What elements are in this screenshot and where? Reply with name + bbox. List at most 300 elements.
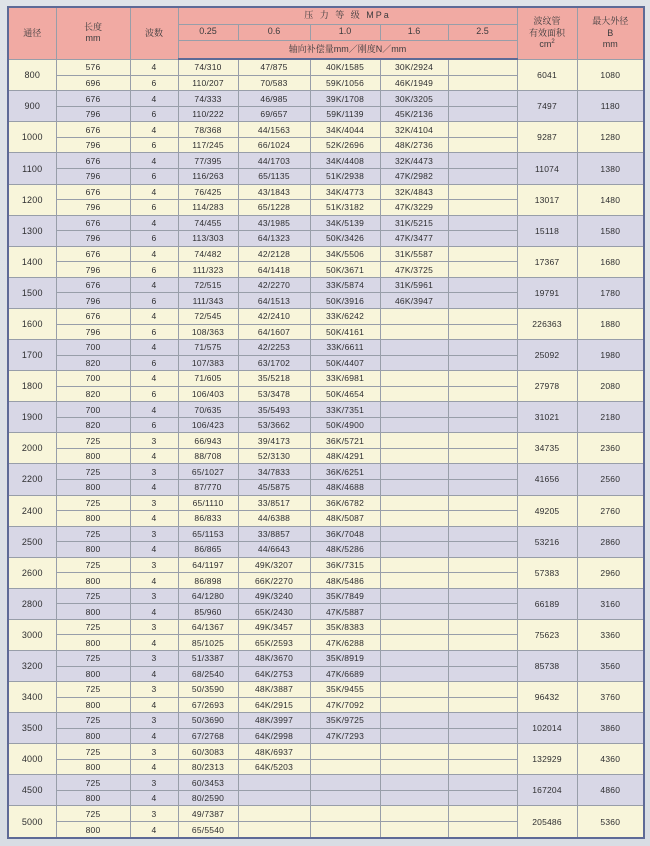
length-cell: 800 xyxy=(56,666,130,682)
pressure-0.6-cell: 70/583 xyxy=(238,75,310,91)
pressure-2.5-cell xyxy=(448,106,517,122)
pressure-0.25-cell: 65/1110 xyxy=(178,495,238,511)
pressure-0.6-cell: 48K/3997 xyxy=(238,713,310,729)
pressure-0.6-cell xyxy=(238,775,310,791)
pressure-1.6-cell xyxy=(380,635,448,651)
length-cell: 676 xyxy=(56,91,130,107)
header-pressure-grade xyxy=(178,7,517,24)
pressure-1.0-cell: 39K/1708 xyxy=(310,91,380,107)
diameter-cell: 1700 xyxy=(8,340,56,371)
pressure-0.6-cell: 64K/2915 xyxy=(238,697,310,713)
pressure-0.6-cell: 52/3130 xyxy=(238,448,310,464)
pressure-0.6-cell: 49K/3240 xyxy=(238,588,310,604)
pressure-1.0-cell: 36K/6251 xyxy=(310,464,380,480)
pressure-2.5-cell xyxy=(448,386,517,402)
pressure-0.6-cell: 49K/3207 xyxy=(238,557,310,573)
diameter-cell: 1600 xyxy=(8,308,56,339)
wave-count-cell: 4 xyxy=(130,153,178,169)
length-cell: 700 xyxy=(56,340,130,356)
diameter-cell: 1800 xyxy=(8,371,56,402)
length-cell: 796 xyxy=(56,200,130,216)
table-header xyxy=(8,7,644,59)
diameter-cell: 1100 xyxy=(8,153,56,184)
pressure-0.6-cell: 64/1323 xyxy=(238,231,310,247)
wave-count-cell: 4 xyxy=(130,277,178,293)
table-row xyxy=(8,713,644,729)
pressure-2.5-cell xyxy=(448,588,517,604)
pressure-0.6-cell: 48K/6937 xyxy=(238,744,310,760)
table-row xyxy=(8,215,644,231)
wave-count-cell: 3 xyxy=(130,650,178,666)
pressure-0.25-cell: 106/423 xyxy=(178,417,238,433)
effective-area-cell: 96432 xyxy=(517,682,577,713)
pressure-0.25-cell: 110/207 xyxy=(178,75,238,91)
pressure-2.5-cell xyxy=(448,184,517,200)
max-od-cell: 2360 xyxy=(577,433,644,464)
header-pressure-1.6: 1.6 xyxy=(380,24,448,40)
pressure-1.0-cell: 51K/3182 xyxy=(310,200,380,216)
max-od-cell: 1380 xyxy=(577,153,644,184)
pressure-2.5-cell xyxy=(448,775,517,791)
pressure-1.6-cell xyxy=(380,713,448,729)
wave-count-cell: 4 xyxy=(130,308,178,324)
pressure-1.0-cell: 36K/6782 xyxy=(310,495,380,511)
pressure-1.6-cell: 32K/4104 xyxy=(380,122,448,138)
pressure-2.5-cell xyxy=(448,433,517,449)
length-cell: 725 xyxy=(56,775,130,791)
header-max-od xyxy=(577,7,644,59)
wave-count-cell: 6 xyxy=(130,417,178,433)
pressure-0.25-cell: 74/455 xyxy=(178,215,238,231)
pressure-2.5-cell xyxy=(448,697,517,713)
pressure-0.6-cell: 64/1513 xyxy=(238,293,310,309)
pressure-2.5-cell xyxy=(448,542,517,558)
pressure-2.5-cell xyxy=(448,495,517,511)
pressure-0.6-cell: 48K/3887 xyxy=(238,682,310,698)
pressure-2.5-cell xyxy=(448,526,517,542)
diameter-cell: 3400 xyxy=(8,682,56,713)
max-od-cell: 3160 xyxy=(577,588,644,619)
pressure-0.25-cell: 106/403 xyxy=(178,386,238,402)
length-cell: 800 xyxy=(56,542,130,558)
pressure-1.6-cell: 31K/5587 xyxy=(380,246,448,262)
table-row xyxy=(8,246,644,262)
pressure-1.0-cell xyxy=(310,759,380,775)
pressure-0.25-cell: 88/708 xyxy=(178,448,238,464)
header-wave-count-label: 波数 xyxy=(144,27,163,38)
diameter-cell: 5000 xyxy=(8,806,56,838)
wave-count-cell: 4 xyxy=(130,728,178,744)
pressure-0.25-cell: 87/770 xyxy=(178,479,238,495)
length-cell: 725 xyxy=(56,464,130,480)
pressure-2.5-cell xyxy=(448,137,517,153)
pressure-1.0-cell: 47K/7092 xyxy=(310,697,380,713)
pressure-2.5-cell xyxy=(448,682,517,698)
length-cell: 725 xyxy=(56,588,130,604)
pressure-2.5-cell xyxy=(448,277,517,293)
wave-count-cell: 6 xyxy=(130,106,178,122)
header-row-1 xyxy=(8,7,644,24)
pressure-0.6-cell: 64K/2998 xyxy=(238,728,310,744)
max-od-cell: 1080 xyxy=(577,59,644,91)
length-cell: 796 xyxy=(56,169,130,185)
length-cell: 800 xyxy=(56,790,130,806)
pressure-1.6-cell xyxy=(380,324,448,340)
pressure-0.25-cell: 111/323 xyxy=(178,262,238,278)
header-diameter xyxy=(8,7,56,59)
wave-count-cell: 6 xyxy=(130,137,178,153)
table-row xyxy=(8,184,644,200)
pressure-1.6-cell xyxy=(380,775,448,791)
pressure-1.6-cell xyxy=(380,682,448,698)
pressure-2.5-cell xyxy=(448,573,517,589)
wave-count-cell: 4 xyxy=(130,371,178,387)
length-cell: 725 xyxy=(56,619,130,635)
wave-count-cell: 4 xyxy=(130,91,178,107)
pressure-0.25-cell: 78/368 xyxy=(178,122,238,138)
pressure-1.6-cell xyxy=(380,371,448,387)
max-od-cell: 3760 xyxy=(577,682,644,713)
length-cell: 800 xyxy=(56,759,130,775)
pressure-2.5-cell xyxy=(448,371,517,387)
pressure-1.6-cell: 47K/3229 xyxy=(380,200,448,216)
pressure-0.25-cell: 64/1280 xyxy=(178,588,238,604)
header-length-label: 长度 xyxy=(83,22,102,32)
pressure-2.5-cell xyxy=(448,713,517,729)
length-cell: 796 xyxy=(56,106,130,122)
pressure-1.6-cell: 30K/2924 xyxy=(380,59,448,75)
pressure-2.5-cell xyxy=(448,604,517,620)
length-cell: 800 xyxy=(56,697,130,713)
pressure-0.25-cell: 72/545 xyxy=(178,308,238,324)
max-od-cell: 4360 xyxy=(577,744,644,775)
wave-count-cell: 4 xyxy=(130,822,178,839)
table-row xyxy=(8,402,644,418)
table-row xyxy=(8,59,644,75)
pressure-0.25-cell: 86/898 xyxy=(178,573,238,589)
header-pressure-1.0: 1.0 xyxy=(310,24,380,40)
pressure-0.25-cell: 74/482 xyxy=(178,246,238,262)
diameter-cell: 1500 xyxy=(8,277,56,308)
pressure-0.25-cell: 110/222 xyxy=(178,106,238,122)
table-row xyxy=(8,308,644,324)
wave-count-cell: 3 xyxy=(130,495,178,511)
max-od-cell: 1580 xyxy=(577,215,644,246)
length-cell: 796 xyxy=(56,324,130,340)
pressure-1.6-cell xyxy=(380,417,448,433)
wave-count-cell: 4 xyxy=(130,666,178,682)
pressure-2.5-cell xyxy=(448,744,517,760)
wave-count-cell: 4 xyxy=(130,604,178,620)
wave-count-cell: 4 xyxy=(130,184,178,200)
table-row xyxy=(8,806,644,822)
length-cell: 676 xyxy=(56,277,130,293)
pressure-0.6-cell xyxy=(238,822,310,839)
effective-area-cell: 25092 xyxy=(517,340,577,371)
pressure-0.6-cell: 65K/2593 xyxy=(238,635,310,651)
pressure-2.5-cell xyxy=(448,822,517,839)
pressure-2.5-cell xyxy=(448,759,517,775)
table-row xyxy=(8,153,644,169)
pressure-2.5-cell xyxy=(448,308,517,324)
pressure-1.0-cell xyxy=(310,790,380,806)
pressure-1.6-cell xyxy=(380,697,448,713)
pressure-1.6-cell xyxy=(380,386,448,402)
pressure-0.6-cell: 64/1418 xyxy=(238,262,310,278)
wave-count-cell: 3 xyxy=(130,682,178,698)
length-cell: 576 xyxy=(56,59,130,75)
pressure-1.6-cell: 32K/4473 xyxy=(380,153,448,169)
diameter-cell: 1400 xyxy=(8,246,56,277)
pressure-0.6-cell xyxy=(238,790,310,806)
pressure-0.25-cell: 85/1025 xyxy=(178,635,238,651)
table-body xyxy=(8,59,644,838)
max-od-cell: 2560 xyxy=(577,464,644,495)
max-od-cell: 1280 xyxy=(577,122,644,153)
pressure-1.6-cell: 47K/2982 xyxy=(380,169,448,185)
wave-count-cell: 4 xyxy=(130,759,178,775)
max-od-cell: 1180 xyxy=(577,91,644,122)
wave-count-cell: 4 xyxy=(130,542,178,558)
wave-count-cell: 4 xyxy=(130,511,178,527)
diameter-cell: 1200 xyxy=(8,184,56,215)
pressure-2.5-cell xyxy=(448,666,517,682)
pressure-1.6-cell: 45K/2136 xyxy=(380,106,448,122)
length-cell: 820 xyxy=(56,417,130,433)
header-max-od-symbol: B xyxy=(607,27,614,38)
length-cell: 725 xyxy=(56,713,130,729)
length-cell: 725 xyxy=(56,806,130,822)
pressure-1.6-cell: 46K/1949 xyxy=(380,75,448,91)
pressure-0.25-cell: 51/3387 xyxy=(178,650,238,666)
wave-count-cell: 4 xyxy=(130,246,178,262)
length-cell: 700 xyxy=(56,371,130,387)
wave-count-cell: 3 xyxy=(130,744,178,760)
pressure-1.0-cell: 50K/4654 xyxy=(310,386,380,402)
pressure-1.0-cell: 59K/1056 xyxy=(310,75,380,91)
pressure-0.6-cell: 53/3478 xyxy=(238,386,310,402)
pressure-1.0-cell: 34K/5139 xyxy=(310,215,380,231)
wave-count-cell: 3 xyxy=(130,526,178,542)
pressure-1.0-cell: 34K/5506 xyxy=(310,246,380,262)
wave-count-cell: 3 xyxy=(130,713,178,729)
pressure-1.0-cell: 50K/4161 xyxy=(310,324,380,340)
pressure-1.6-cell xyxy=(380,308,448,324)
wave-count-cell: 4 xyxy=(130,122,178,138)
diameter-cell: 3000 xyxy=(8,619,56,650)
pressure-2.5-cell xyxy=(448,417,517,433)
pressure-1.6-cell xyxy=(380,822,448,839)
pressure-0.25-cell: 116/263 xyxy=(178,169,238,185)
diameter-cell: 3500 xyxy=(8,713,56,744)
pressure-1.6-cell xyxy=(380,619,448,635)
length-cell: 725 xyxy=(56,650,130,666)
header-diameter-label: 通径 xyxy=(23,27,42,38)
pressure-1.0-cell: 50K/4407 xyxy=(310,355,380,371)
wave-count-cell: 6 xyxy=(130,262,178,278)
diameter-cell: 2000 xyxy=(8,433,56,464)
header-axial-compensation-label: 轴向补偿量mm／刚度N／mm xyxy=(288,43,407,54)
effective-area-cell: 15118 xyxy=(517,215,577,246)
length-cell: 800 xyxy=(56,604,130,620)
length-cell: 725 xyxy=(56,744,130,760)
pressure-2.5-cell xyxy=(448,169,517,185)
length-cell: 725 xyxy=(56,526,130,542)
pressure-0.6-cell xyxy=(238,806,310,822)
pressure-0.25-cell: 77/395 xyxy=(178,153,238,169)
pressure-1.6-cell xyxy=(380,650,448,666)
pressure-2.5-cell xyxy=(448,448,517,464)
pressure-1.0-cell: 34K/4044 xyxy=(310,122,380,138)
length-cell: 676 xyxy=(56,215,130,231)
effective-area-cell: 167204 xyxy=(517,775,577,806)
diameter-cell: 2600 xyxy=(8,557,56,588)
header-pressure-0.6: 0.6 xyxy=(238,24,310,40)
pressure-1.6-cell xyxy=(380,495,448,511)
pressure-1.0-cell: 52K/2696 xyxy=(310,137,380,153)
table-row xyxy=(8,340,644,356)
pressure-0.6-cell: 47/875 xyxy=(238,59,310,75)
pressure-0.6-cell: 63/1702 xyxy=(238,355,310,371)
table-row xyxy=(8,464,644,480)
pressure-1.0-cell: 47K/6288 xyxy=(310,635,380,651)
effective-area-cell: 13017 xyxy=(517,184,577,215)
pressure-1.6-cell: 47K/3725 xyxy=(380,262,448,278)
wave-count-cell: 6 xyxy=(130,169,178,185)
pressure-0.6-cell: 44/1563 xyxy=(238,122,310,138)
pressure-1.6-cell: 32K/4843 xyxy=(380,184,448,200)
pressure-2.5-cell xyxy=(448,59,517,75)
length-cell: 696 xyxy=(56,75,130,91)
effective-area-cell: 57383 xyxy=(517,557,577,588)
table-row xyxy=(8,122,644,138)
diameter-cell: 1300 xyxy=(8,215,56,246)
wave-count-cell: 3 xyxy=(130,806,178,822)
header-pressure-2.5: 2.5 xyxy=(448,24,517,40)
wave-count-cell: 6 xyxy=(130,293,178,309)
max-od-cell: 2960 xyxy=(577,557,644,588)
pressure-0.25-cell: 68/2540 xyxy=(178,666,238,682)
pressure-0.6-cell: 42/2410 xyxy=(238,308,310,324)
pressure-1.6-cell xyxy=(380,448,448,464)
max-od-cell: 2080 xyxy=(577,371,644,402)
pressure-1.6-cell xyxy=(380,479,448,495)
pressure-0.25-cell: 111/343 xyxy=(178,293,238,309)
pressure-0.6-cell: 44/1703 xyxy=(238,153,310,169)
table-row xyxy=(8,371,644,387)
pressure-1.0-cell: 50K/3426 xyxy=(310,231,380,247)
header-length-unit: mm xyxy=(85,33,101,44)
pressure-2.5-cell xyxy=(448,324,517,340)
pressure-0.25-cell: 60/3453 xyxy=(178,775,238,791)
pressure-2.5-cell xyxy=(448,153,517,169)
effective-area-cell: 9287 xyxy=(517,122,577,153)
pressure-0.25-cell: 65/5540 xyxy=(178,822,238,839)
effective-area-cell: 53216 xyxy=(517,526,577,557)
table-row xyxy=(8,433,644,449)
pressure-2.5-cell xyxy=(448,619,517,635)
pressure-1.0-cell: 34K/4773 xyxy=(310,184,380,200)
effective-area-cell: 85738 xyxy=(517,650,577,681)
wave-count-cell: 3 xyxy=(130,588,178,604)
pressure-1.0-cell: 48K/4291 xyxy=(310,448,380,464)
pressure-0.25-cell: 64/1197 xyxy=(178,557,238,573)
pressure-0.25-cell: 107/383 xyxy=(178,355,238,371)
max-od-cell: 4860 xyxy=(577,775,644,806)
pressure-2.5-cell xyxy=(448,355,517,371)
diameter-cell: 2400 xyxy=(8,495,56,526)
effective-area-cell: 66189 xyxy=(517,588,577,619)
length-cell: 800 xyxy=(56,479,130,495)
pressure-0.6-cell: 35/5218 xyxy=(238,371,310,387)
header-max-od-unit: mm xyxy=(602,38,618,49)
header-effective-area xyxy=(517,7,577,59)
length-cell: 800 xyxy=(56,573,130,589)
pressure-1.0-cell: 36K/5721 xyxy=(310,433,380,449)
length-cell: 796 xyxy=(56,231,130,247)
pressure-2.5-cell xyxy=(448,728,517,744)
pressure-1.0-cell: 50K/3671 xyxy=(310,262,380,278)
pressure-2.5-cell xyxy=(448,262,517,278)
length-cell: 800 xyxy=(56,822,130,839)
pressure-0.6-cell: 44/6388 xyxy=(238,511,310,527)
header-max-od-l1: 最大外径 xyxy=(592,16,629,27)
header-pressure-0.25: 0.25 xyxy=(178,24,238,40)
effective-area-cell: 6041 xyxy=(517,59,577,91)
pressure-0.25-cell: 76/425 xyxy=(178,184,238,200)
length-cell: 676 xyxy=(56,184,130,200)
length-cell: 725 xyxy=(56,557,130,573)
pressure-0.25-cell: 71/575 xyxy=(178,340,238,356)
wave-count-cell: 3 xyxy=(130,775,178,791)
length-cell: 800 xyxy=(56,511,130,527)
wave-count-cell: 4 xyxy=(130,215,178,231)
pressure-1.0-cell: 36K/7048 xyxy=(310,526,380,542)
pressure-2.5-cell xyxy=(448,650,517,666)
effective-area-cell: 226363 xyxy=(517,308,577,339)
pressure-1.0-cell: 47K/6689 xyxy=(310,666,380,682)
wave-count-cell: 3 xyxy=(130,433,178,449)
header-pressure-grade-label: 压 力 等 级 MPa xyxy=(304,10,391,21)
pressure-2.5-cell xyxy=(448,215,517,231)
length-cell: 676 xyxy=(56,246,130,262)
diameter-cell: 2200 xyxy=(8,464,56,495)
length-cell: 676 xyxy=(56,122,130,138)
pressure-2.5-cell xyxy=(448,340,517,356)
pressure-0.6-cell: 66/1024 xyxy=(238,137,310,153)
pressure-1.0-cell xyxy=(310,822,380,839)
header-length xyxy=(56,7,130,59)
pressure-1.0-cell: 35K/9455 xyxy=(310,682,380,698)
table-row xyxy=(8,277,644,293)
pressure-0.6-cell: 65/1135 xyxy=(238,169,310,185)
pressure-1.6-cell xyxy=(380,402,448,418)
pressure-0.25-cell: 60/3083 xyxy=(178,744,238,760)
pressure-0.25-cell: 64/1367 xyxy=(178,619,238,635)
max-od-cell: 2760 xyxy=(577,495,644,526)
pressure-0.25-cell: 49/7387 xyxy=(178,806,238,822)
pressure-0.6-cell: 66K/2270 xyxy=(238,573,310,589)
diameter-cell: 900 xyxy=(8,91,56,122)
pressure-0.25-cell: 67/2693 xyxy=(178,697,238,713)
pressure-1.0-cell: 35K/8919 xyxy=(310,650,380,666)
length-cell: 725 xyxy=(56,433,130,449)
diameter-cell: 2500 xyxy=(8,526,56,557)
pressure-1.6-cell xyxy=(380,744,448,760)
pressure-2.5-cell xyxy=(448,91,517,107)
length-cell: 725 xyxy=(56,495,130,511)
pressure-1.0-cell: 48K/5087 xyxy=(310,511,380,527)
